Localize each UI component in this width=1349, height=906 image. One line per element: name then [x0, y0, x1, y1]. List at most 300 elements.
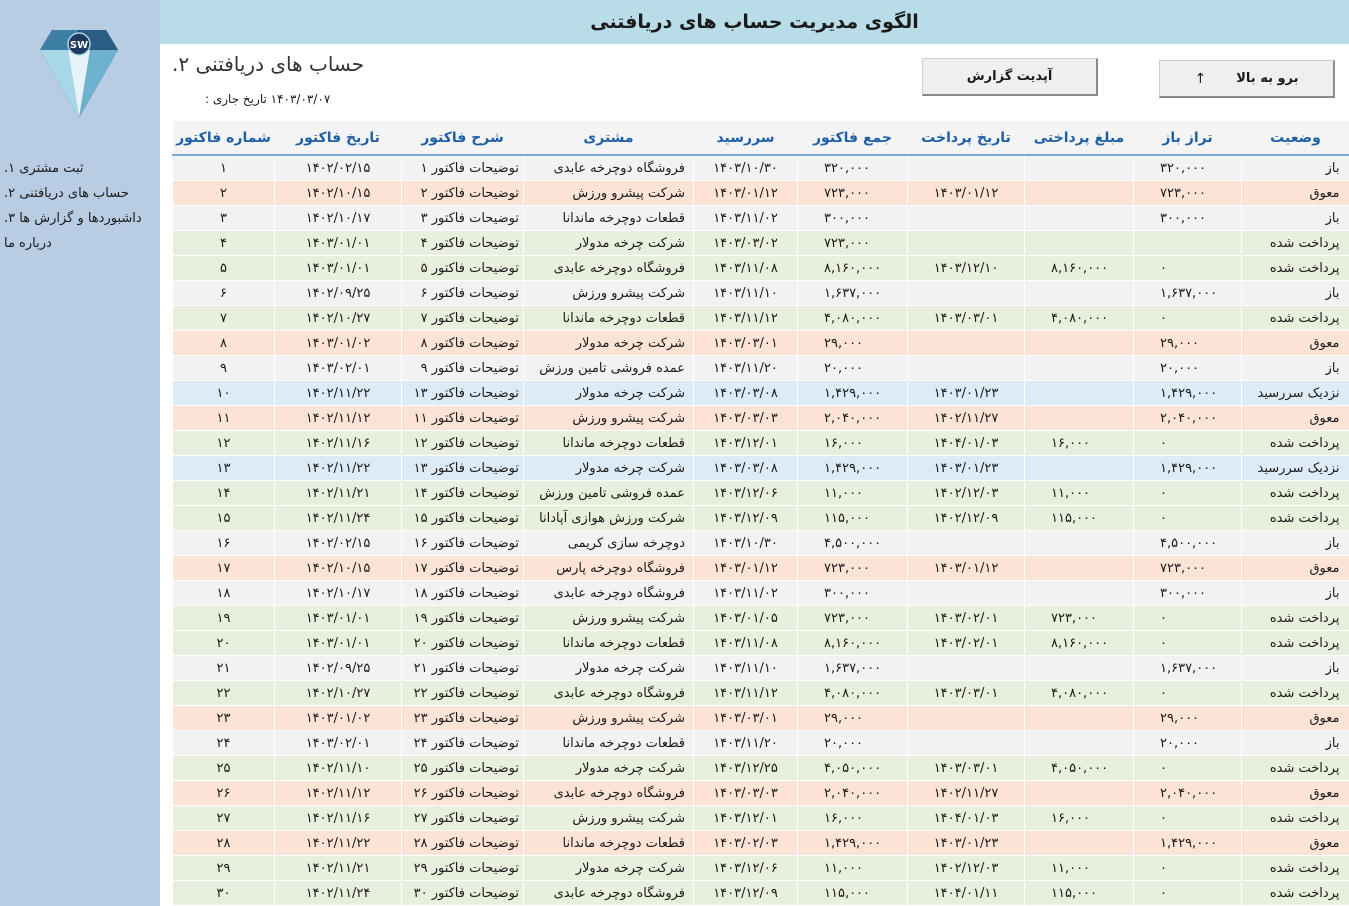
- cell-invoice-number[interactable]: ۱۴: [173, 481, 275, 506]
- table-row[interactable]: [173, 155, 1349, 181]
- cell-invoice-total[interactable]: ۱,۶۳۷,۰۰۰: [798, 656, 908, 681]
- column-header-invoice-total[interactable]: جمع فاکتور: [798, 121, 908, 155]
- cell-invoice-total[interactable]: ۷۲۳,۰۰۰: [798, 231, 908, 256]
- cell-status[interactable]: پرداخت شده: [1242, 481, 1349, 506]
- column-header-open-balance[interactable]: تراز باز: [1134, 121, 1242, 155]
- cell-paid-amount[interactable]: [1025, 356, 1134, 381]
- cell-invoice-number[interactable]: ۲۴: [173, 731, 275, 756]
- column-header-invoice-date[interactable]: تاریخ فاکتور: [275, 121, 402, 155]
- column-header-customer[interactable]: مشتری: [524, 121, 694, 155]
- cell-invoice-date[interactable]: ۱۴۰۲/۱۰/۲۷: [275, 681, 402, 706]
- cell-invoice-total[interactable]: ۷۲۳,۰۰۰: [798, 606, 908, 631]
- cell-invoice-date[interactable]: ۱۴۰۲/۰۹/۲۵: [275, 281, 402, 306]
- cell-invoice-total[interactable]: ۱۱,۰۰۰: [798, 481, 908, 506]
- cell-customer[interactable]: فروشگاه دوچرخه عابدی: [524, 781, 694, 806]
- cell-status[interactable]: پرداخت شده: [1242, 756, 1349, 781]
- cell-invoice-number[interactable]: ۱۶: [173, 531, 275, 556]
- cell-invoice-description[interactable]: توضیحات فاکتور ۱۸: [402, 581, 524, 606]
- cell-open-balance[interactable]: [1134, 231, 1242, 256]
- cell-invoice-date[interactable]: ۱۴۰۲/۱۱/۱۲: [275, 781, 402, 806]
- cell-paid-amount[interactable]: [1025, 181, 1134, 206]
- cell-payment-date[interactable]: ۱۴۰۲/۱۲/۰۹: [908, 506, 1025, 531]
- cell-invoice-total[interactable]: ۱۱,۰۰۰: [798, 856, 908, 881]
- cell-open-balance[interactable]: ۷۲۳,۰۰۰: [1134, 181, 1242, 206]
- cell-invoice-number[interactable]: ۳۰: [173, 881, 275, 906]
- cell-payment-date[interactable]: ۱۴۰۳/۰۱/۲۳: [908, 831, 1025, 856]
- table-row[interactable]: [173, 331, 1349, 356]
- cell-open-balance[interactable]: ۱,۶۳۷,۰۰۰: [1134, 281, 1242, 306]
- cell-due-date[interactable]: ۱۴۰۳/۱۱/۰۲: [694, 206, 798, 231]
- cell-open-balance[interactable]: ۰: [1134, 506, 1242, 531]
- cell-due-date[interactable]: ۱۴۰۳/۱۲/۰۱: [694, 431, 798, 456]
- cell-invoice-total[interactable]: ۴,۰۸۰,۰۰۰: [798, 681, 908, 706]
- cell-status[interactable]: معوق: [1242, 331, 1349, 356]
- cell-invoice-date[interactable]: ۱۴۰۳/۰۲/۰۱: [275, 356, 402, 381]
- cell-invoice-number[interactable]: ۲: [173, 181, 275, 206]
- cell-paid-amount[interactable]: ۴,۰۵۰,۰۰۰: [1025, 756, 1134, 781]
- cell-invoice-date[interactable]: ۱۴۰۲/۱۱/۱۶: [275, 806, 402, 831]
- cell-invoice-description[interactable]: توضیحات فاکتور ۲۵: [402, 756, 524, 781]
- cell-invoice-date[interactable]: ۱۴۰۳/۰۱/۰۱: [275, 606, 402, 631]
- cell-invoice-total[interactable]: ۱,۶۳۷,۰۰۰: [798, 281, 908, 306]
- table-row[interactable]: [173, 256, 1349, 281]
- cell-due-date[interactable]: ۱۴۰۳/۰۲/۰۳: [694, 831, 798, 856]
- table-row[interactable]: [173, 656, 1349, 681]
- table-row[interactable]: [173, 381, 1349, 406]
- cell-customer[interactable]: شرکت ورزش هوازی آپادانا: [524, 506, 694, 531]
- table-row[interactable]: [173, 631, 1349, 656]
- cell-due-date[interactable]: ۱۴۰۳/۱۱/۲۰: [694, 731, 798, 756]
- cell-customer[interactable]: شرکت پیشرو ورزش: [524, 281, 694, 306]
- cell-open-balance[interactable]: ۲۰,۰۰۰: [1134, 356, 1242, 381]
- cell-status[interactable]: پرداخت شده: [1242, 306, 1349, 331]
- cell-due-date[interactable]: ۱۴۰۳/۱۱/۱۲: [694, 306, 798, 331]
- cell-status[interactable]: پرداخت شده: [1242, 256, 1349, 281]
- cell-invoice-total[interactable]: ۴,۰۸۰,۰۰۰: [798, 306, 908, 331]
- cell-invoice-description[interactable]: توضیحات فاکتور ۱۵: [402, 506, 524, 531]
- cell-open-balance[interactable]: ۰: [1134, 481, 1242, 506]
- cell-invoice-total[interactable]: ۳۰۰,۰۰۰: [798, 206, 908, 231]
- cell-invoice-total[interactable]: ۲۹,۰۰۰: [798, 331, 908, 356]
- cell-due-date[interactable]: ۱۴۰۳/۰۳/۰۲: [694, 231, 798, 256]
- cell-due-date[interactable]: ۱۴۰۳/۱۱/۰۸: [694, 631, 798, 656]
- cell-due-date[interactable]: ۱۴۰۳/۱۲/۲۵: [694, 756, 798, 781]
- cell-invoice-number[interactable]: ۱۷: [173, 556, 275, 581]
- cell-invoice-number[interactable]: ۲۲: [173, 681, 275, 706]
- cell-invoice-number[interactable]: ۱۵: [173, 506, 275, 531]
- cell-payment-date[interactable]: ۱۴۰۳/۰۱/۱۲: [908, 556, 1025, 581]
- cell-payment-date[interactable]: ۱۴۰۳/۱۲/۱۰: [908, 256, 1025, 281]
- cell-invoice-description[interactable]: توضیحات فاکتور ۲: [402, 181, 524, 206]
- cell-paid-amount[interactable]: [1025, 206, 1134, 231]
- cell-payment-date[interactable]: [908, 531, 1025, 556]
- cell-payment-date[interactable]: ۱۴۰۲/۱۱/۲۷: [908, 781, 1025, 806]
- cell-invoice-total[interactable]: ۱,۴۲۹,۰۰۰: [798, 456, 908, 481]
- cell-payment-date[interactable]: ۱۴۰۴/۰۱/۰۳: [908, 431, 1025, 456]
- table-row[interactable]: [173, 856, 1349, 881]
- cell-invoice-description[interactable]: توضیحات فاکتور ۱۲: [402, 431, 524, 456]
- column-header-status[interactable]: وضعیت: [1242, 121, 1349, 155]
- cell-due-date[interactable]: ۱۴۰۳/۰۳/۰۱: [694, 706, 798, 731]
- cell-invoice-number[interactable]: ۵: [173, 256, 275, 281]
- cell-payment-date[interactable]: [908, 231, 1025, 256]
- cell-invoice-description[interactable]: توضیحات فاکتور ۸: [402, 331, 524, 356]
- cell-invoice-total[interactable]: ۸,۱۶۰,۰۰۰: [798, 631, 908, 656]
- cell-invoice-description[interactable]: توضیحات فاکتور ۱۴: [402, 481, 524, 506]
- cell-invoice-total[interactable]: ۱,۴۲۹,۰۰۰: [798, 831, 908, 856]
- cell-invoice-description[interactable]: توضیحات فاکتور ۱۱: [402, 406, 524, 431]
- cell-invoice-description[interactable]: توضیحات فاکتور ۲۲: [402, 681, 524, 706]
- cell-due-date[interactable]: ۱۴۰۳/۱۱/۱۲: [694, 681, 798, 706]
- cell-payment-date[interactable]: [908, 281, 1025, 306]
- cell-due-date[interactable]: ۱۴۰۳/۰۳/۰۸: [694, 456, 798, 481]
- cell-invoice-description[interactable]: توضیحات فاکتور ۱۷: [402, 556, 524, 581]
- cell-paid-amount[interactable]: [1025, 281, 1134, 306]
- cell-due-date[interactable]: ۱۴۰۳/۰۱/۱۲: [694, 181, 798, 206]
- cell-status[interactable]: پرداخت شده: [1242, 681, 1349, 706]
- cell-invoice-total[interactable]: ۴,۰۵۰,۰۰۰: [798, 756, 908, 781]
- cell-customer[interactable]: شرکت چرخه مدولار: [524, 456, 694, 481]
- cell-invoice-date[interactable]: ۱۴۰۲/۱۱/۱۰: [275, 756, 402, 781]
- cell-payment-date[interactable]: ۱۴۰۳/۰۳/۰۱: [908, 306, 1025, 331]
- cell-open-balance[interactable]: ۰: [1134, 806, 1242, 831]
- cell-open-balance[interactable]: ۲۰,۰۰۰: [1134, 731, 1242, 756]
- cell-due-date[interactable]: ۱۴۰۳/۱۲/۰۹: [694, 881, 798, 906]
- cell-paid-amount[interactable]: [1025, 731, 1134, 756]
- cell-due-date[interactable]: ۱۴۰۳/۱۱/۱۰: [694, 656, 798, 681]
- cell-invoice-number[interactable]: ۲۰: [173, 631, 275, 656]
- cell-invoice-description[interactable]: توضیحات فاکتور ۱۳: [402, 456, 524, 481]
- cell-due-date[interactable]: ۱۴۰۳/۱۱/۰۲: [694, 581, 798, 606]
- cell-invoice-total[interactable]: ۲,۰۴۰,۰۰۰: [798, 406, 908, 431]
- cell-due-date[interactable]: ۱۴۰۳/۱۰/۳۰: [694, 155, 798, 181]
- cell-invoice-number[interactable]: ۴: [173, 231, 275, 256]
- cell-paid-amount[interactable]: [1025, 781, 1134, 806]
- cell-customer[interactable]: شرکت پیشرو ورزش: [524, 406, 694, 431]
- cell-status[interactable]: پرداخت شده: [1242, 506, 1349, 531]
- cell-invoice-description[interactable]: توضیحات فاکتور ۱: [402, 155, 524, 181]
- cell-invoice-total[interactable]: ۳۰۰,۰۰۰: [798, 581, 908, 606]
- cell-invoice-description[interactable]: توضیحات فاکتور ۳۰: [402, 881, 524, 906]
- table-row[interactable]: [173, 781, 1349, 806]
- cell-open-balance[interactable]: ۲,۰۴۰,۰۰۰: [1134, 406, 1242, 431]
- cell-customer[interactable]: فروشگاه دوچرخه پارس: [524, 556, 694, 581]
- cell-invoice-number[interactable]: ۳: [173, 206, 275, 231]
- cell-payment-date[interactable]: ۱۴۰۳/۰۱/۱۲: [908, 181, 1025, 206]
- cell-status[interactable]: معوق: [1242, 556, 1349, 581]
- cell-invoice-description[interactable]: توضیحات فاکتور ۹: [402, 356, 524, 381]
- cell-status[interactable]: باز: [1242, 281, 1349, 306]
- cell-paid-amount[interactable]: [1025, 155, 1134, 181]
- cell-invoice-total[interactable]: ۷۲۳,۰۰۰: [798, 181, 908, 206]
- cell-payment-date[interactable]: [908, 731, 1025, 756]
- cell-invoice-total[interactable]: ۳۲۰,۰۰۰: [798, 155, 908, 181]
- cell-status[interactable]: پرداخت شده: [1242, 431, 1349, 456]
- cell-paid-amount[interactable]: [1025, 231, 1134, 256]
- cell-open-balance[interactable]: ۰: [1134, 881, 1242, 906]
- cell-paid-amount[interactable]: ۷۲۳,۰۰۰: [1025, 606, 1134, 631]
- table-row[interactable]: [173, 206, 1349, 231]
- cell-invoice-date[interactable]: ۱۴۰۲/۱۰/۲۷: [275, 306, 402, 331]
- go-to-top-button[interactable]: [1159, 60, 1335, 98]
- sidebar-item-about[interactable]: درباره ما: [4, 236, 52, 251]
- cell-open-balance[interactable]: ۷۲۳,۰۰۰: [1134, 556, 1242, 581]
- cell-open-balance[interactable]: ۲۹,۰۰۰: [1134, 331, 1242, 356]
- cell-due-date[interactable]: ۱۴۰۳/۱۱/۰۸: [694, 256, 798, 281]
- cell-invoice-description[interactable]: توضیحات فاکتور ۱۹: [402, 606, 524, 631]
- cell-customer[interactable]: شرکت پیشرو ورزش: [524, 606, 694, 631]
- cell-payment-date[interactable]: ۱۴۰۳/۰۱/۲۳: [908, 381, 1025, 406]
- cell-invoice-description[interactable]: توضیحات فاکتور ۲۶: [402, 781, 524, 806]
- cell-customer[interactable]: قطعات دوچرخه ماندانا: [524, 831, 694, 856]
- cell-open-balance[interactable]: ۳۲۰,۰۰۰: [1134, 155, 1242, 181]
- cell-invoice-total[interactable]: ۲۹,۰۰۰: [798, 706, 908, 731]
- cell-due-date[interactable]: ۱۴۰۳/۰۳/۰۳: [694, 781, 798, 806]
- table-row[interactable]: [173, 431, 1349, 456]
- cell-invoice-date[interactable]: ۱۴۰۲/۱۰/۱۵: [275, 181, 402, 206]
- cell-invoice-number[interactable]: ۲۱: [173, 656, 275, 681]
- cell-open-balance[interactable]: ۰: [1134, 681, 1242, 706]
- cell-customer[interactable]: شرکت چرخه مدولار: [524, 381, 694, 406]
- cell-invoice-date[interactable]: ۱۴۰۲/۰۹/۲۵: [275, 656, 402, 681]
- cell-invoice-description[interactable]: توضیحات فاکتور ۲۸: [402, 831, 524, 856]
- cell-open-balance[interactable]: ۰: [1134, 606, 1242, 631]
- cell-customer[interactable]: شرکت چرخه مدولار: [524, 756, 694, 781]
- cell-invoice-total[interactable]: ۱۱۵,۰۰۰: [798, 881, 908, 906]
- cell-status[interactable]: باز: [1242, 731, 1349, 756]
- column-header-invoice-number[interactable]: شماره فاکتور: [173, 121, 275, 155]
- cell-payment-date[interactable]: ۱۴۰۳/۰۲/۰۱: [908, 631, 1025, 656]
- cell-open-balance[interactable]: ۰: [1134, 856, 1242, 881]
- cell-invoice-number[interactable]: ۲۳: [173, 706, 275, 731]
- cell-paid-amount[interactable]: [1025, 381, 1134, 406]
- cell-invoice-description[interactable]: توضیحات فاکتور ۷: [402, 306, 524, 331]
- cell-invoice-date[interactable]: ۱۴۰۲/۱۱/۲۲: [275, 456, 402, 481]
- cell-status[interactable]: نزدیک سررسید: [1242, 456, 1349, 481]
- cell-customer[interactable]: قطعات دوچرخه ماندانا: [524, 431, 694, 456]
- cell-paid-amount[interactable]: ۴,۰۸۰,۰۰۰: [1025, 681, 1134, 706]
- table-row[interactable]: [173, 481, 1349, 506]
- cell-open-balance[interactable]: ۱,۴۲۹,۰۰۰: [1134, 456, 1242, 481]
- cell-paid-amount[interactable]: [1025, 656, 1134, 681]
- cell-open-balance[interactable]: ۰: [1134, 756, 1242, 781]
- cell-invoice-date[interactable]: ۱۴۰۳/۰۲/۰۱: [275, 731, 402, 756]
- cell-invoice-description[interactable]: توضیحات فاکتور ۲۷: [402, 806, 524, 831]
- cell-paid-amount[interactable]: ۱۱۵,۰۰۰: [1025, 881, 1134, 906]
- cell-payment-date[interactable]: ۱۴۰۲/۱۲/۰۳: [908, 481, 1025, 506]
- cell-due-date[interactable]: ۱۴۰۳/۰۱/۰۵: [694, 606, 798, 631]
- cell-invoice-date[interactable]: ۱۴۰۲/۱۱/۱۶: [275, 431, 402, 456]
- cell-paid-amount[interactable]: [1025, 556, 1134, 581]
- cell-invoice-total[interactable]: ۱۶,۰۰۰: [798, 806, 908, 831]
- cell-payment-date[interactable]: ۱۴۰۳/۰۳/۰۱: [908, 756, 1025, 781]
- cell-status[interactable]: معوق: [1242, 181, 1349, 206]
- table-row[interactable]: [173, 881, 1349, 906]
- cell-open-balance[interactable]: ۱,۴۲۹,۰۰۰: [1134, 831, 1242, 856]
- cell-paid-amount[interactable]: ۴,۰۸۰,۰۰۰: [1025, 306, 1134, 331]
- cell-invoice-date[interactable]: ۱۴۰۲/۱۰/۱۵: [275, 556, 402, 581]
- column-header-due-date[interactable]: سررسید: [694, 121, 798, 155]
- sidebar-item-customer-registration[interactable]: ثبت مشتری ۱.: [4, 161, 84, 176]
- cell-invoice-total[interactable]: ۷۲۳,۰۰۰: [798, 556, 908, 581]
- cell-invoice-number[interactable]: ۱۰: [173, 381, 275, 406]
- cell-paid-amount[interactable]: [1025, 581, 1134, 606]
- cell-invoice-total[interactable]: ۱۶,۰۰۰: [798, 431, 908, 456]
- cell-invoice-description[interactable]: توضیحات فاکتور ۱۶: [402, 531, 524, 556]
- cell-status[interactable]: باز: [1242, 581, 1349, 606]
- table-row[interactable]: [173, 556, 1349, 581]
- cell-invoice-date[interactable]: ۱۴۰۲/۱۱/۲۱: [275, 481, 402, 506]
- cell-invoice-total[interactable]: ۲۰,۰۰۰: [798, 731, 908, 756]
- table-row[interactable]: [173, 506, 1349, 531]
- cell-invoice-total[interactable]: ۱۱۵,۰۰۰: [798, 506, 908, 531]
- table-row[interactable]: [173, 806, 1349, 831]
- cell-status[interactable]: معوق: [1242, 706, 1349, 731]
- cell-payment-date[interactable]: ۱۴۰۲/۱۱/۲۷: [908, 406, 1025, 431]
- cell-invoice-number[interactable]: ۹: [173, 356, 275, 381]
- cell-due-date[interactable]: ۱۴۰۳/۱۱/۱۰: [694, 281, 798, 306]
- cell-status[interactable]: پرداخت شده: [1242, 856, 1349, 881]
- table-row[interactable]: [173, 456, 1349, 481]
- column-header-paid-amount[interactable]: مبلغ پرداختی: [1025, 121, 1134, 155]
- cell-invoice-total[interactable]: ۱,۴۲۹,۰۰۰: [798, 381, 908, 406]
- cell-payment-date[interactable]: [908, 155, 1025, 181]
- cell-due-date[interactable]: ۱۴۰۳/۱۲/۰۶: [694, 481, 798, 506]
- cell-status[interactable]: باز: [1242, 206, 1349, 231]
- cell-due-date[interactable]: ۱۴۰۳/۱۲/۰۹: [694, 506, 798, 531]
- cell-status[interactable]: پرداخت شده: [1242, 231, 1349, 256]
- cell-due-date[interactable]: ۱۴۰۳/۱۱/۲۰: [694, 356, 798, 381]
- table-row[interactable]: [173, 706, 1349, 731]
- cell-invoice-date[interactable]: ۱۴۰۳/۰۱/۰۲: [275, 706, 402, 731]
- cell-customer[interactable]: شرکت پیشرو ورزش: [524, 181, 694, 206]
- cell-invoice-number[interactable]: ۱: [173, 155, 275, 181]
- cell-paid-amount[interactable]: [1025, 456, 1134, 481]
- cell-due-date[interactable]: ۱۴۰۳/۱۲/۰۶: [694, 856, 798, 881]
- cell-invoice-number[interactable]: ۲۷: [173, 806, 275, 831]
- cell-invoice-description[interactable]: توضیحات فاکتور ۱۳: [402, 381, 524, 406]
- cell-payment-date[interactable]: ۱۴۰۳/۰۳/۰۱: [908, 681, 1025, 706]
- cell-invoice-total[interactable]: ۲۰,۰۰۰: [798, 356, 908, 381]
- cell-customer[interactable]: شرکت چرخه مدولار: [524, 231, 694, 256]
- cell-paid-amount[interactable]: ۸,۱۶۰,۰۰۰: [1025, 256, 1134, 281]
- table-row[interactable]: [173, 831, 1349, 856]
- cell-payment-date[interactable]: [908, 581, 1025, 606]
- cell-invoice-date[interactable]: ۱۴۰۳/۰۱/۰۱: [275, 631, 402, 656]
- cell-status[interactable]: باز: [1242, 531, 1349, 556]
- table-row[interactable]: [173, 756, 1349, 781]
- cell-payment-date[interactable]: [908, 656, 1025, 681]
- table-row[interactable]: [173, 356, 1349, 381]
- cell-status[interactable]: پرداخت شده: [1242, 606, 1349, 631]
- cell-invoice-number[interactable]: ۲۵: [173, 756, 275, 781]
- cell-invoice-total[interactable]: ۲,۰۴۰,۰۰۰: [798, 781, 908, 806]
- cell-open-balance[interactable]: ۲۹,۰۰۰: [1134, 706, 1242, 731]
- cell-customer[interactable]: عمده فروشی تامین ورزش: [524, 481, 694, 506]
- cell-invoice-total[interactable]: ۸,۱۶۰,۰۰۰: [798, 256, 908, 281]
- cell-status[interactable]: پرداخت شده: [1242, 881, 1349, 906]
- table-row[interactable]: [173, 531, 1349, 556]
- cell-open-balance[interactable]: ۰: [1134, 631, 1242, 656]
- cell-open-balance[interactable]: ۰: [1134, 306, 1242, 331]
- cell-customer[interactable]: شرکت پیشرو ورزش: [524, 706, 694, 731]
- cell-invoice-date[interactable]: ۱۴۰۳/۰۱/۰۲: [275, 331, 402, 356]
- cell-invoice-date[interactable]: ۱۴۰۲/۱۱/۲۲: [275, 381, 402, 406]
- cell-invoice-date[interactable]: ۱۴۰۳/۰۱/۰۱: [275, 231, 402, 256]
- cell-invoice-date[interactable]: ۱۴۰۲/۱۱/۲۴: [275, 881, 402, 906]
- table-row[interactable]: [173, 731, 1349, 756]
- cell-paid-amount[interactable]: ۱۱,۰۰۰: [1025, 481, 1134, 506]
- cell-customer[interactable]: فروشگاه دوچرخه عابدی: [524, 581, 694, 606]
- cell-invoice-number[interactable]: ۱۲: [173, 431, 275, 456]
- cell-invoice-description[interactable]: توضیحات فاکتور ۲۴: [402, 731, 524, 756]
- cell-invoice-description[interactable]: توضیحات فاکتور ۲۱: [402, 656, 524, 681]
- table-row[interactable]: [173, 606, 1349, 631]
- cell-status[interactable]: باز: [1242, 356, 1349, 381]
- cell-invoice-date[interactable]: ۱۴۰۲/۱۱/۱۲: [275, 406, 402, 431]
- cell-invoice-date[interactable]: ۱۴۰۲/۰۲/۱۵: [275, 531, 402, 556]
- cell-invoice-date[interactable]: ۱۴۰۳/۰۱/۰۱: [275, 256, 402, 281]
- cell-paid-amount[interactable]: [1025, 531, 1134, 556]
- cell-invoice-number[interactable]: ۱۳: [173, 456, 275, 481]
- cell-status[interactable]: معوق: [1242, 831, 1349, 856]
- cell-invoice-number[interactable]: ۱۹: [173, 606, 275, 631]
- cell-paid-amount[interactable]: ۸,۱۶۰,۰۰۰: [1025, 631, 1134, 656]
- cell-invoice-date[interactable]: ۱۴۰۲/۰۲/۱۵: [275, 155, 402, 181]
- table-row[interactable]: [173, 581, 1349, 606]
- table-row[interactable]: [173, 681, 1349, 706]
- cell-due-date[interactable]: ۱۴۰۳/۱۲/۰۱: [694, 806, 798, 831]
- cell-invoice-date[interactable]: ۱۴۰۲/۱۰/۱۷: [275, 581, 402, 606]
- cell-due-date[interactable]: ۱۴۰۳/۰۳/۰۱: [694, 331, 798, 356]
- cell-invoice-number[interactable]: ۱۱: [173, 406, 275, 431]
- table-row[interactable]: [173, 231, 1349, 256]
- cell-invoice-description[interactable]: توضیحات فاکتور ۵: [402, 256, 524, 281]
- cell-customer[interactable]: شرکت چرخه مدولار: [524, 856, 694, 881]
- cell-open-balance[interactable]: ۰: [1134, 256, 1242, 281]
- cell-invoice-description[interactable]: توضیحات فاکتور ۲۰: [402, 631, 524, 656]
- cell-customer[interactable]: فروشگاه دوچرخه عابدی: [524, 881, 694, 906]
- cell-invoice-date[interactable]: ۱۴۰۲/۱۱/۲۲: [275, 831, 402, 856]
- cell-paid-amount[interactable]: [1025, 831, 1134, 856]
- cell-paid-amount[interactable]: ۱۶,۰۰۰: [1025, 806, 1134, 831]
- cell-payment-date[interactable]: [908, 356, 1025, 381]
- update-report-button[interactable]: [922, 58, 1098, 96]
- cell-payment-date[interactable]: [908, 706, 1025, 731]
- cell-invoice-date[interactable]: ۱۴۰۲/۱۱/۲۴: [275, 506, 402, 531]
- cell-customer[interactable]: عمده فروشی تامین ورزش: [524, 356, 694, 381]
- cell-open-balance[interactable]: ۰: [1134, 431, 1242, 456]
- cell-invoice-description[interactable]: توضیحات فاکتور ۲۹: [402, 856, 524, 881]
- cell-paid-amount[interactable]: [1025, 706, 1134, 731]
- cell-invoice-number[interactable]: ۱۸: [173, 581, 275, 606]
- cell-invoice-number[interactable]: ۲۸: [173, 831, 275, 856]
- cell-customer[interactable]: فروشگاه دوچرخه عابدی: [524, 155, 694, 181]
- cell-invoice-description[interactable]: توضیحات فاکتور ۴: [402, 231, 524, 256]
- cell-invoice-description[interactable]: توضیحات فاکتور ۶: [402, 281, 524, 306]
- cell-customer[interactable]: قطعات دوچرخه ماندانا: [524, 731, 694, 756]
- cell-paid-amount[interactable]: [1025, 331, 1134, 356]
- cell-status[interactable]: معوق: [1242, 781, 1349, 806]
- cell-paid-amount[interactable]: [1025, 406, 1134, 431]
- cell-due-date[interactable]: ۱۴۰۳/۱۰/۳۰: [694, 531, 798, 556]
- sidebar-item-dashboards[interactable]: داشبوردها و گزارش ها ۳.: [4, 211, 142, 226]
- cell-invoice-number[interactable]: ۲۹: [173, 856, 275, 881]
- column-header-payment-date[interactable]: تاریخ پرداخت: [908, 121, 1025, 155]
- sidebar-item-receivables[interactable]: حساب های دریافتنی ۲.: [4, 186, 129, 201]
- cell-customer[interactable]: دوچرخه سازی کریمی: [524, 531, 694, 556]
- cell-status[interactable]: معوق: [1242, 406, 1349, 431]
